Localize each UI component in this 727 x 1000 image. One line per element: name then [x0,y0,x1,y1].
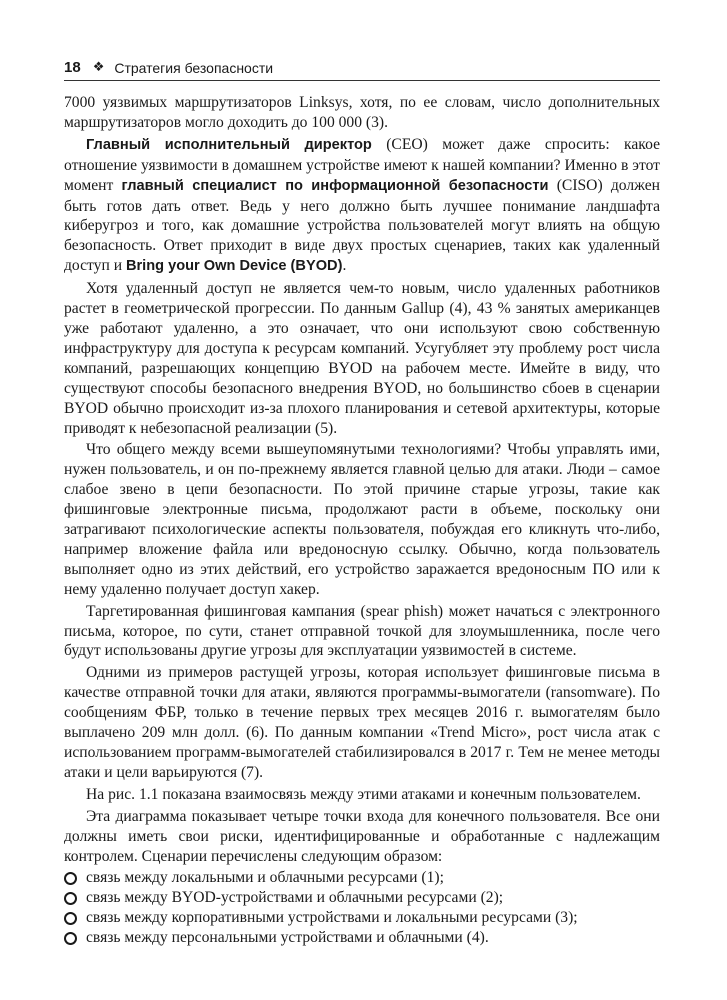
list-item [64,868,660,888]
bold-term: Bring your Own Device (BYOD) [125,258,343,275]
text-run: Эта диаграмма показывает четыре точки входа для конечного пользователя. Все они должны иметь свои риски, идентифицированные и обработанные с надлежащим контролем. Сценарии перечислены следующим образом: [64,807,660,865]
paragraph [64,663,660,782]
list-item-text: связь между корпоративными устройствами и локальными ресурсами (3); [86,909,578,927]
ornament-icon: ❖ [92,59,105,74]
circle-bullet-icon [64,912,77,925]
paragraphs [64,93,660,866]
paragraph [64,93,660,133]
paragraph [64,807,660,867]
list-item-text: связь между локальными и облачными ресурсами (1); [86,869,444,887]
text-run: Одними из примеров растущей угрозы, которая использует фишинговые письма в качестве отправной точки для атаки, являются программы-вымогатели (ransomware). По сообщениям ФБР, только в течение первых трех месяцев 2016 г. вымогателям было выплачено 209 млн долл. (6). По данным компании «Trend Micro», рост числа атак с использованием программ-вымогателей стабилизировался в 2017 г. Тем не менее методы атаки и цели варьируются (7). [64,664,660,781]
body-text [64,93,660,948]
text-run: . [342,257,347,275]
paragraph [64,440,660,599]
page-number: 18 [64,59,81,76]
list-item [64,908,660,928]
list-item-text: связь между персональными устройствами и облачными (4). [86,929,489,947]
bold-term: Главный исполнительный директор [86,136,372,153]
text-run: Что общего между всеми вышеупомянутыми технологиями? Чтобы управлять ими, нужен пользователь, и он по-прежнему является главной целью для атаки. Люди – самое слабое звено в цепи безопасности. По этой причине старые угрозы, такие как фишинговые электронные письма, продолжают расти в объеме, поскольку они затрагивают психологические аспекты пользователя, побуждая его кликнуть что-либо, например вложение файла или вредоносную ссылку. Обычно, когда пользователь выполняет одно из этих действий, его устройство заражается вредоносным ПО или к нему удаленно получает доступ хакер. [64,441,660,598]
text-run: На рис. 1.1 показана взаимосвязь между этими атаками и конечным пользователем. [86,785,641,803]
paragraph [64,785,660,805]
text-run: Таргетированная фишинговая кампания (spear phish) может начаться с электронного письма, которое, по сути, станет отправной точкой для злоумышленника, после чего будут использованы другие угрозы для эксплуатации уязвимостей в системе. [64,602,660,660]
bold-term: главный специалист по информационной безопасности [121,177,549,194]
circle-bullet-icon [64,892,77,905]
text-run: Хотя удаленный доступ не является чем-то новым, число удаленных работников растет в геометрической прогрессии. По данным Gallup (4), 43 % занятых американцев уже работают удаленно, а это означает, что они используют свою собственную инфраструктуру для доступа к ресурсам компаний. Усугубляет эту проблему рост числа компаний, разрешающих концепцию BYOD на рабочем месте. Имейте в виду, что существуют способы безопасного внедрения BYOD, но большинство сбоев в сценарии BYOD обычно происходит из-за плохого планирования и сетевой архитектуры, которые приводят к небезопасной реализации (5). [64,280,660,437]
list-item [64,888,660,908]
text-run: 7000 уязвимых маршрутизаторов Linksys, хотя, по ее словам, число дополнительных маршрутизаторов могло доходить до 100 000 (3). [64,94,660,131]
circle-bullet-icon [64,932,77,945]
chapter-title: Стратегия безопасности [114,60,274,76]
running-header [64,56,660,81]
paragraph [64,279,660,438]
list-item-text: связь между BYOD-устройствами и облачными ресурсами (2); [86,889,504,907]
scenario-list [64,868,660,948]
text-run: (CISO) должен быть готов дать ответ. Ведь у него должно быть лучшее понимание ландшафта киберугроз и того, как домашние устройства пользователей могут влиять на общую безопасность. Ответ приходит в виде двух простых сценариев, таких как удаленный доступ и [64,176,660,275]
text-run: (CEO) может даже спросить: какое отношение уязвимости в домашнем устройстве имеют к нашей компании? Именно в этот момент [64,135,660,194]
paragraph [64,135,660,277]
list-item [64,928,660,948]
paragraph [64,602,660,662]
circle-bullet-icon [64,872,77,885]
